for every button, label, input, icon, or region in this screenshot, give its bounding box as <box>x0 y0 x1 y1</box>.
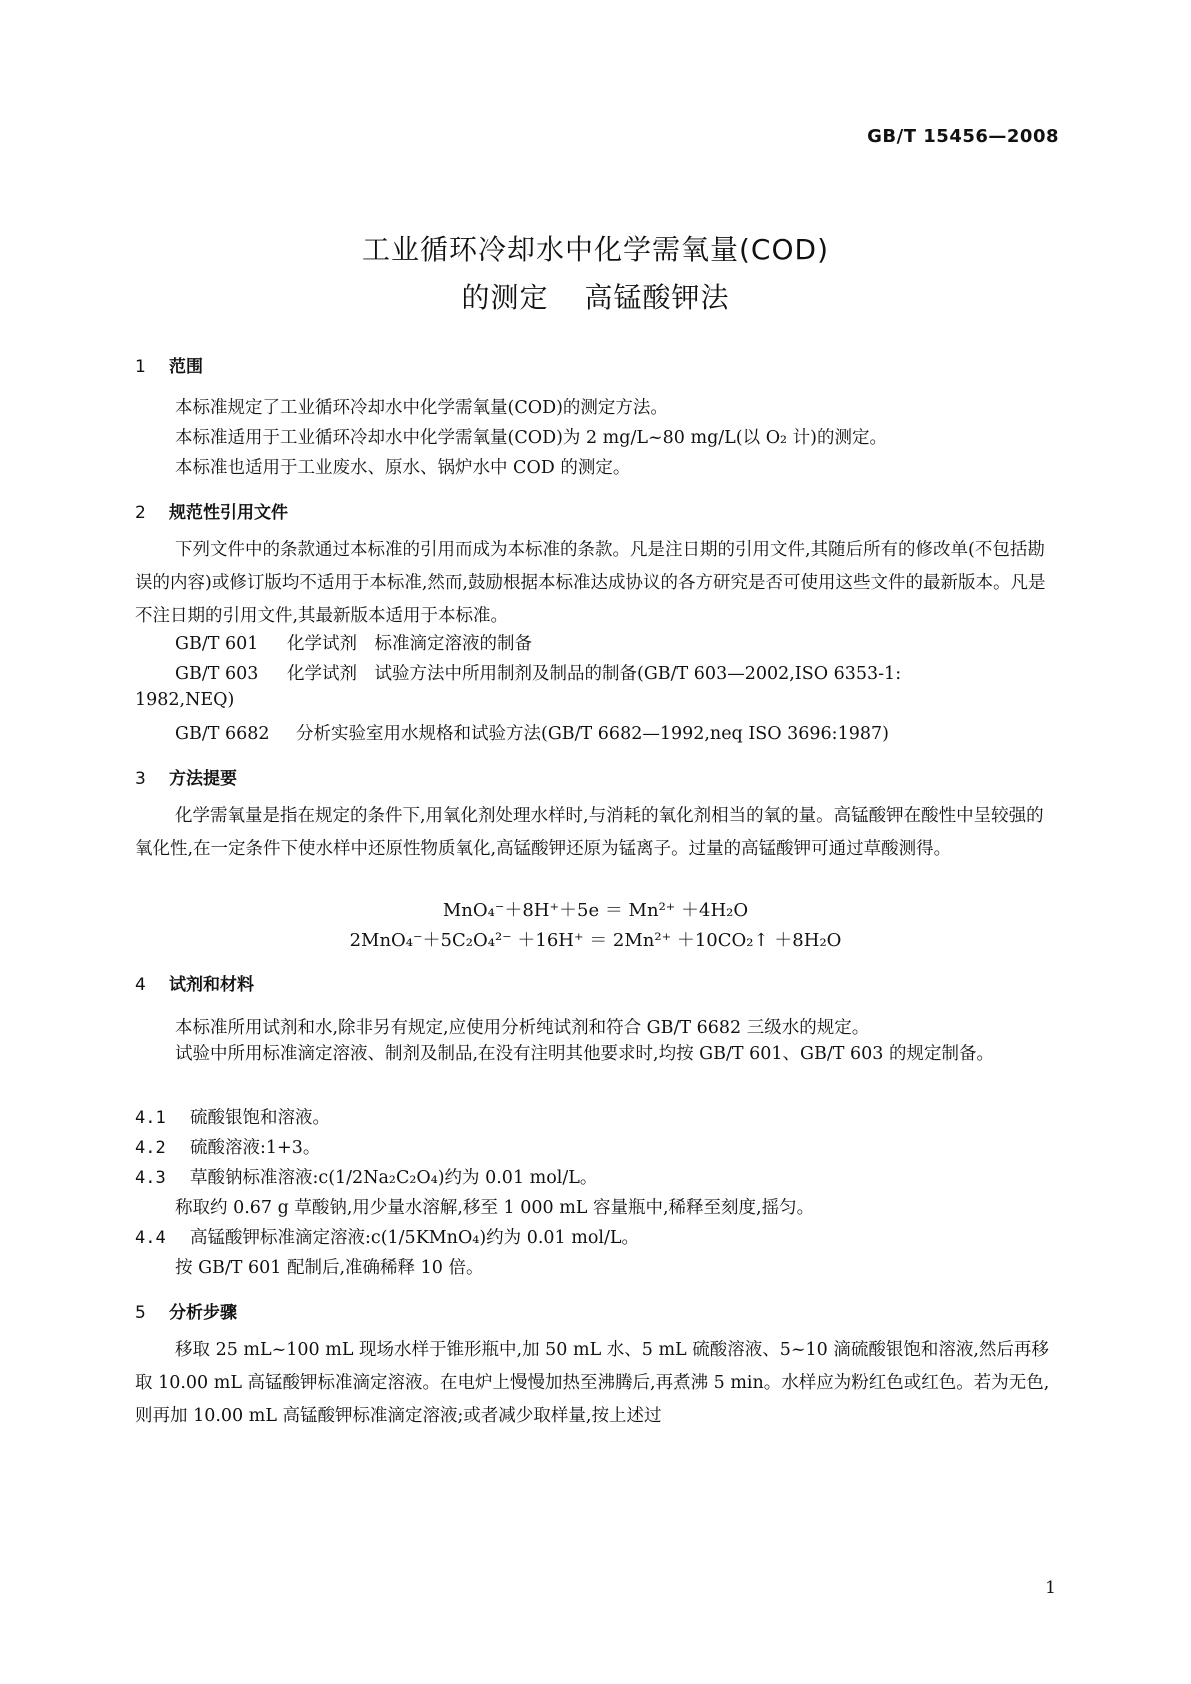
s3-paragraph-1: 化学需氧量是指在规定的条件下,用氧化剂处理水样时,与消耗的氧化剂相当的氧的量。高锰酸钾在酸性中呈较强的氧化性,在一定条件下使水样中还原性物质氧化,高锰酸钾还原为锰离子。过量的高锰酸钾可通过草酸测得。 <box>135 806 1044 859</box>
s4-paragraph-2: 试验中所用标准滴定溶液、制剂及制品,在没有注明其他要求时,均按 GB/T 601、GB/T 603 的规定制备。 <box>175 1044 994 1064</box>
section-heading-5: 5 分析步骤 <box>135 1303 237 1323</box>
ref-item: GB/T 601 化学试剂 标准滴定溶液的制备 <box>175 634 532 654</box>
reagent-item-detail: 按 GB/T 601 配制后,准确稀释 10 倍。 <box>175 1258 484 1278</box>
s1-paragraph-3: 本标准也适用于工业废水、原水、锅炉水中 COD 的测定。 <box>175 458 631 478</box>
reagent-item-detail: 称取约 0.67 g 草酸钠,用少量水溶解,移至 1 000 mL 容量瓶中,稀释至刻度,摇匀。 <box>175 1198 815 1218</box>
section-heading-2: 2 规范性引用文件 <box>135 503 288 523</box>
s1-paragraph-2: 本标准适用于工业循环冷却水中化学需氧量(COD)为 2 mg/L~80 mg/L(以 O₂ 计)的测定。 <box>175 428 887 448</box>
section-heading-3: 3 方法提要 <box>135 769 237 789</box>
reagent-item: 4.3 草酸钠标准溶液:c(1/2Na₂C₂O₄)约为 0.01 mol/L。 <box>135 1168 598 1188</box>
s2-paragraph-1: 下列文件中的条款通过本标准的引用而成为本标准的条款。凡是注日期的引用文件,其随后所有的修改单(不包括勘误的内容)或修订版均不适用于本标准,然而,鼓励根据本标准达成协议的各方研究是否可使用这些文件的最新版本。凡是不注日期的引用文件,其最新版本适用于本标准。 <box>135 540 1046 626</box>
s1-paragraph-1: 本标准规定了工业循环冷却水中化学需氧量(COD)的测定方法。 <box>175 398 668 418</box>
section-heading-1: 1 范围 <box>135 357 203 377</box>
reagent-item: 4.1 硫酸银饱和溶液。 <box>135 1108 330 1128</box>
ref-item-continuation: 1982,NEQ) <box>135 690 235 710</box>
title-part-b: 高锰酸钾法 <box>584 281 730 314</box>
document-title-line1: 工业循环冷却水中化学需氧量(COD) <box>362 233 829 266</box>
chemical-equation-2: 2MnO₄⁻＋5C₂O₄²⁻ ＋16H⁺ ＝ 2Mn²⁺ ＋10CO₂↑ ＋8H₂O <box>349 930 842 951</box>
ref-item: GB/T 6682 分析实验室用水规格和试验方法(GB/T 6682—1992,neq ISO 3696:1987) <box>175 724 889 744</box>
chemical-equation-1: MnO₄⁻＋8H⁺＋5e ＝ Mn²⁺ ＋4H₂O <box>442 900 749 921</box>
title-part-a: 的测定 <box>461 281 549 314</box>
s4-paragraph-1: 本标准所用试剂和水,除非另有规定,应使用分析纯试剂和符合 GB/T 6682 三级水的规定。 <box>175 1018 870 1038</box>
s5-paragraph-1: 移取 25 mL~100 mL 现场水样于锥形瓶中,加 50 mL 水、5 mL 硫酸溶液、5~10 滴硫酸银饱和溶液,然后再移取 10.00 mL 高锰酸钾标准滴定溶液。在电炉上慢慢加热至沸腾后,再煮沸 5 min。水样应为粉红色或红色。若为无色,则再加 10.00 mL 高锰酸钾标准滴定溶液;或者减少取样量,按上述过 <box>135 1340 1050 1426</box>
section-heading-4: 4 试剂和材料 <box>135 975 254 995</box>
document-title-line2 <box>0 276 1191 316</box>
ref-item: GB/T 603 化学试剂 试验方法中所用制剂及制品的制备(GB/T 603—2002,ISO 6353-1: <box>175 664 902 684</box>
reagent-item: 4.4 高锰酸钾标准滴定溶液:c(1/5KMnO₄)约为 0.01 mol/L。 <box>135 1228 639 1248</box>
reagent-item: 4.2 硫酸溶液:1+3。 <box>135 1138 321 1158</box>
page-number: 1 <box>1045 1578 1056 1598</box>
standard-code: GB/T 15456—2008 <box>867 126 1059 147</box>
